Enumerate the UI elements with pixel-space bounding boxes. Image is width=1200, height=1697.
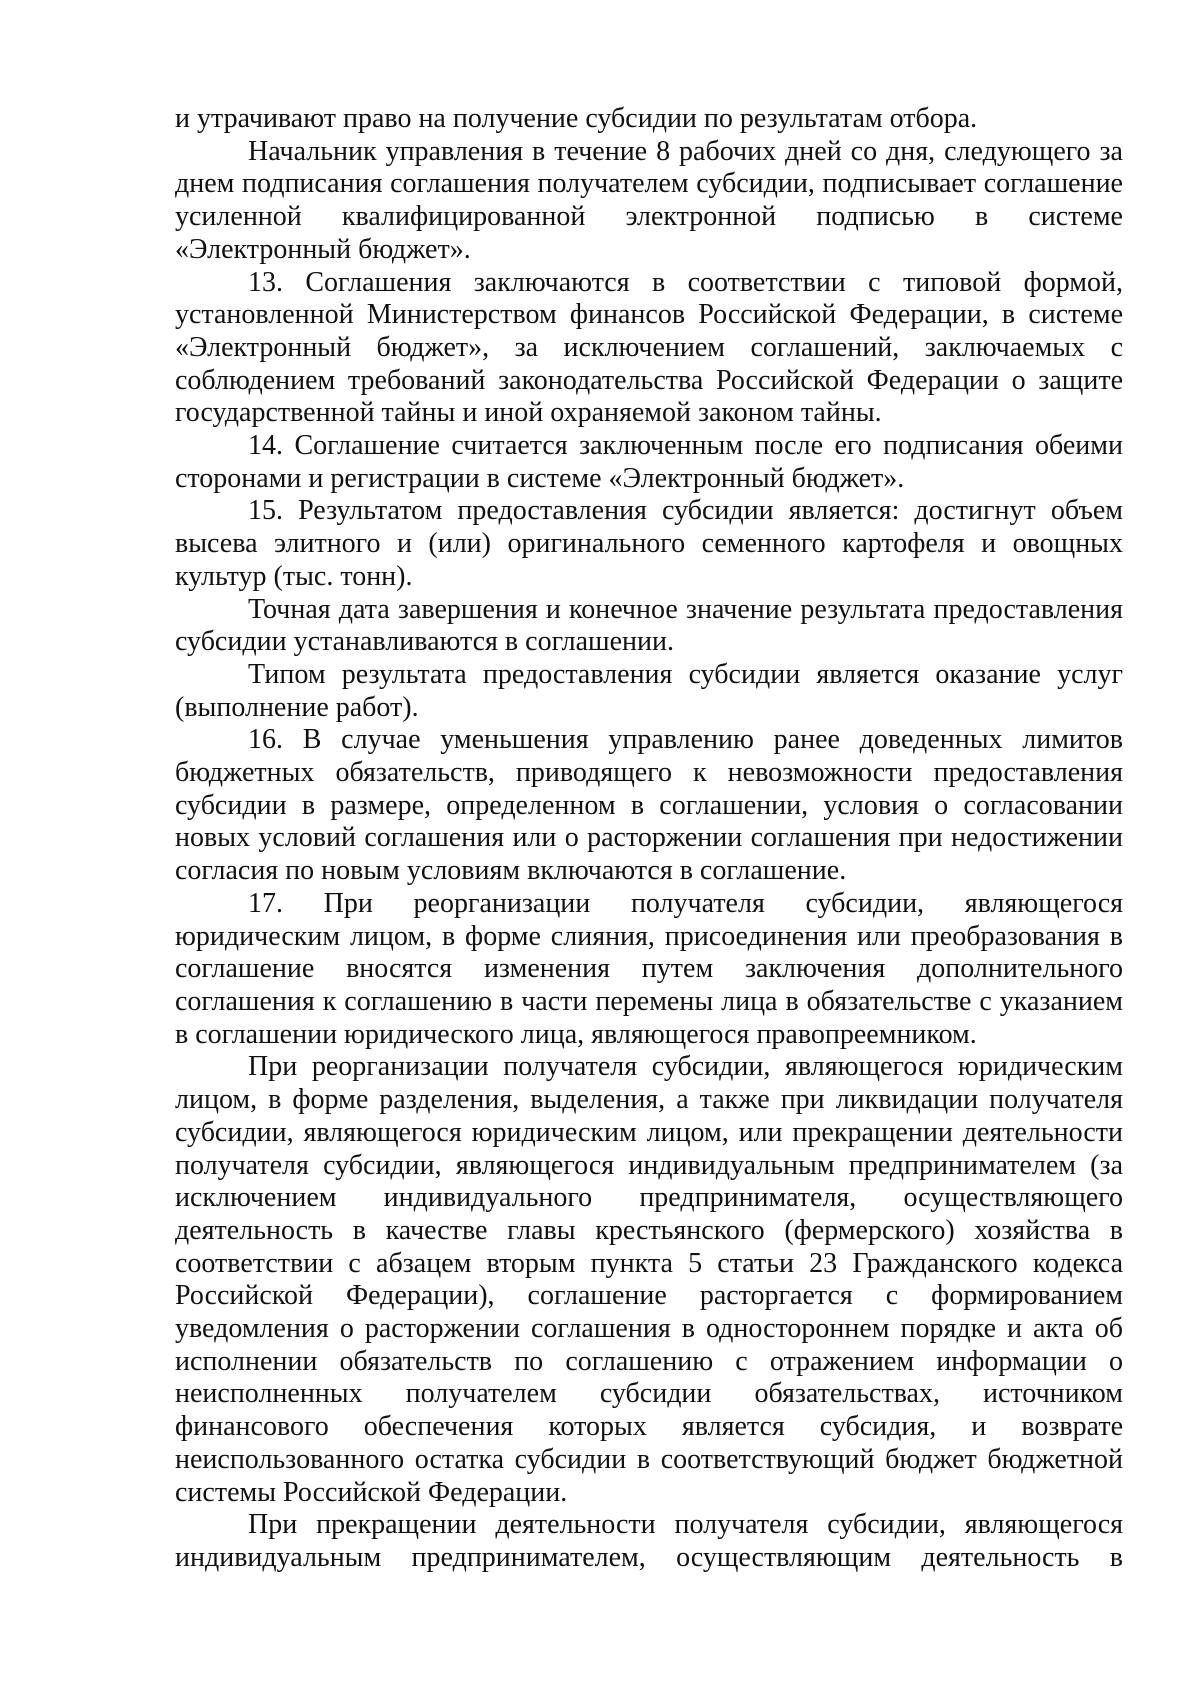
paragraph-result-type: Типом результата предоставления субсидии является оказание услуг (выполнение работ). <box>175 658 1123 723</box>
paragraph-result-date: Точная дата завершения и конечное значение результата предоставления субсидии устанавливаются в соглашении. <box>175 593 1123 658</box>
paragraph-16: 16. В случае уменьшения управлению ранее доведенных лимитов бюджетных обязательств, приводящего к невозможности предоставления субсидии в размере, определенном в соглашении, условия о согласовании новых условий соглашения или о расторжении соглашения при недостижении согласия по новым условиям включаются в соглашение. <box>175 724 1123 887</box>
paragraph-17: 17. При реорганизации получателя субсидии, являющегося юридическим лицом, в форме слияния, присоединения или преобразования в соглашение вносятся изменения путем заключения дополнительного соглашения к соглашению в части перемены лица в обязательстве с указанием в соглашении юридического лица, являющегося правопреемником. <box>175 887 1123 1050</box>
paragraph-signing-by-head: Начальник управления в течение 8 рабочих дней со дня, следующего за днем подписания соглашения получателем субсидии, подписывает соглашение усиленной квалифицированной электронной подписью в системе «Электронный бюджет». <box>175 135 1123 265</box>
paragraph-entrepreneur-termination: При прекращении деятельности получателя субсидии, являющегося индивидуальным предпринимателем, осуществляющим деятельность в <box>175 1509 1123 1573</box>
paragraph-15: 15. Результатом предоставления субсидии является: достигнут объем высева элитного и (или) оригинального семенного картофеля и овощных культур (тыс. тонн). <box>175 495 1123 592</box>
paragraph-continuation: и утрачивают право на получение субсидии по результатам отбора. <box>175 103 978 134</box>
paragraph-14: 14. Соглашение считается заключенным после его подписания обеими сторонами и регистрации в системе «Электронный бюджет». <box>175 430 1123 494</box>
paragraph-reorganization-liquidation: При реорганизации получателя субсидии, являющегося юридическим лицом, в форме разделения, выделения, а также при ликвидации получателя субсидии, являющегося юридическим лицом, или прекращении деятельности получателя субсидии, являющегося индивидуальным предпринимателем (за исключением индивидуального предпринимателя, осуществляющего деятельность в качестве главы крестьянского (фермерского) хозяйства в соответствии с абзацем вторым пункта 5 статьи 23 Гражданского кодекса Российской Федерации), соглашение расторгается с формированием уведомления о расторжении соглашения в одностороннем порядке и акта об исполнении обязательств по соглашению с отражением информации о неисполненных получателем субсидии обязательствах, источником финансового обеспечения которых является субсидия, и возврате неиспользованного остатка субсидии в соответствующий бюджет бюджетной системы Российской Федерации. <box>175 1051 1123 1508</box>
paragraph-13: 13. Соглашения заключаются в соответствии с типовой формой, установленной Министерством финансов Российской Федерации, в системе «Электронный бюджет», за исключением соглашений, заключаемых с соблюдением требований законодательства Российской Федерации о защите государственной тайны и иной охраняемой законом тайны. <box>175 266 1123 429</box>
document-page <box>175 103 1123 1575</box>
